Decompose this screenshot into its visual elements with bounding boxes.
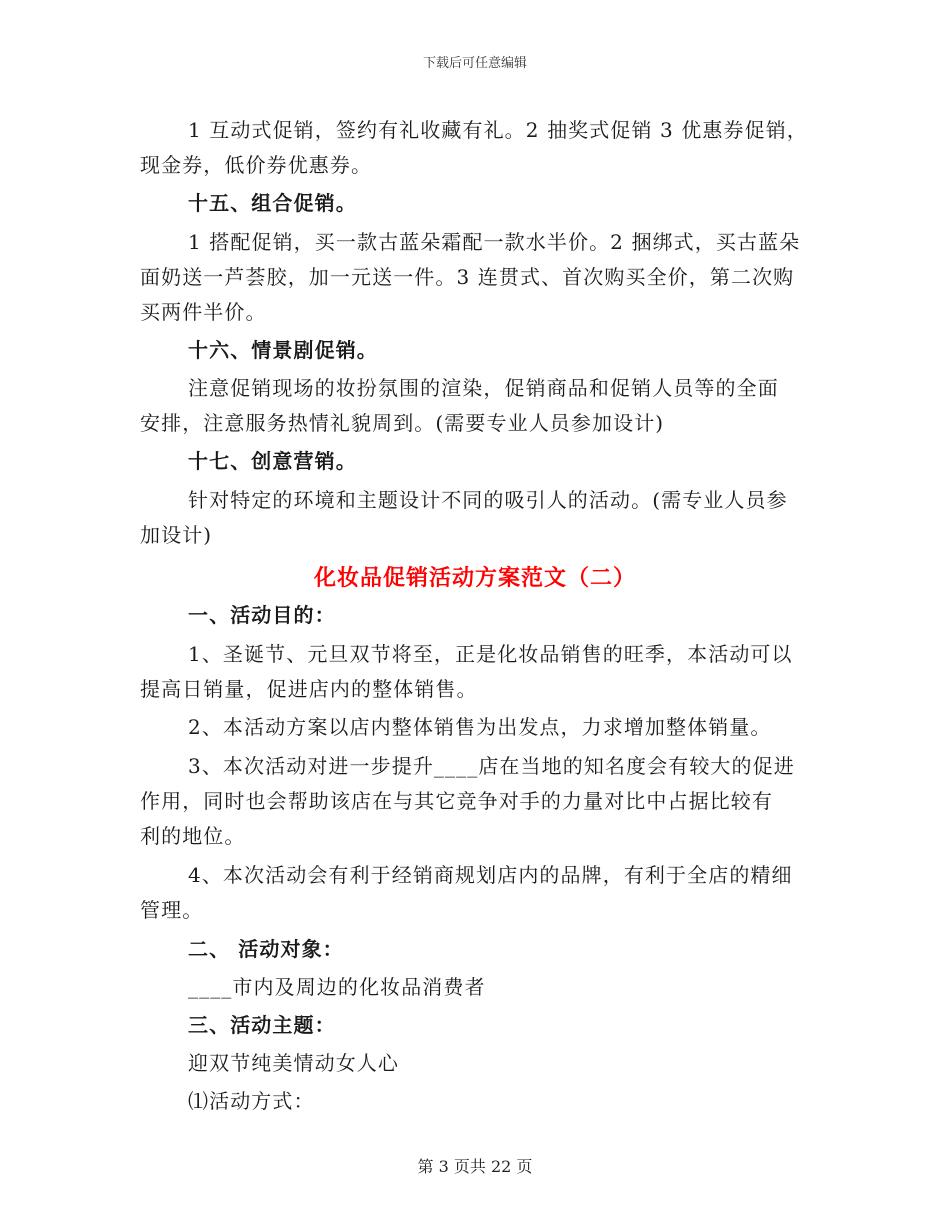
paragraph-line: ⑴活动方式：	[188, 1089, 315, 1113]
paragraph-line: 作用，同时也会帮助该店在与其它竞争对手的力量对比中占据比较有	[140, 789, 773, 813]
paragraph-line: 利的地位。	[140, 824, 246, 848]
page-header: 下载后可任意编辑	[422, 56, 527, 71]
paragraph-line: 提高日销量，促进店内的整体销售。	[140, 677, 478, 701]
section-heading: 二、 活动对象：	[188, 937, 344, 961]
document-title: 化妆品促销活动方案范文（二）	[313, 566, 636, 591]
paragraph-line: 1 搭配促销，买一款古蓝朵霜配一款水半价。2 捆绑式，买古蓝朵	[188, 230, 801, 254]
paragraph-line: ____市内及周边的化妆品消费者	[188, 975, 486, 999]
page-footer: 第 3 页共 22 页	[417, 1157, 533, 1176]
section-heading: 一、活动目的：	[188, 603, 336, 627]
paragraph-line: 1、圣诞节、元旦双节将至，正是化妆品销售的旺季，本活动可以	[188, 642, 793, 666]
paragraph-line: 加设计)	[140, 523, 213, 547]
section-heading: 十六、情景剧促销。	[188, 338, 378, 362]
paragraph-line: 注意促销现场的妆扮氛围的渲染，促销商品和促销人员等的全面	[188, 376, 779, 400]
section-heading: 十五、组合促销。	[188, 191, 357, 215]
paragraph-line: 面奶送一芦荟胶，加一元送一件。3 连贯式、首次购买全价，第二次购	[140, 265, 795, 289]
paragraph-line: 2、本活动方案以店内整体销售为出发点，力求增加整体销量。	[188, 715, 772, 739]
paragraph-line: 现金券，低价券优惠券。	[140, 153, 373, 177]
paragraph-line: 针对特定的环境和主题设计不同的吸引人的活动。(需专业人员参	[188, 488, 788, 512]
paragraph-line: 买两件半价。	[140, 300, 267, 324]
paragraph-line: 4、本次活动会有利于经销商规划店内的品牌，有利于全店的精细	[188, 863, 793, 887]
paragraph-line: 3、本次活动对进一步提升____店在当地的知名度会有较大的促进	[188, 754, 795, 778]
section-heading: 十七、创意营销。	[188, 449, 357, 473]
paragraph-line: 迎双节纯美情动女人心	[188, 1051, 399, 1075]
paragraph-line: 管理。	[140, 898, 204, 922]
paragraph-line: 安排，注意服务热情礼貌周到。(需要专业人员参加设计)	[140, 411, 665, 435]
paragraph-line: 1 互动式促销，签约有礼收藏有礼。2 抽奖式促销 3 优惠券促销，	[188, 118, 808, 142]
section-heading: 三、活动主题：	[188, 1013, 336, 1037]
